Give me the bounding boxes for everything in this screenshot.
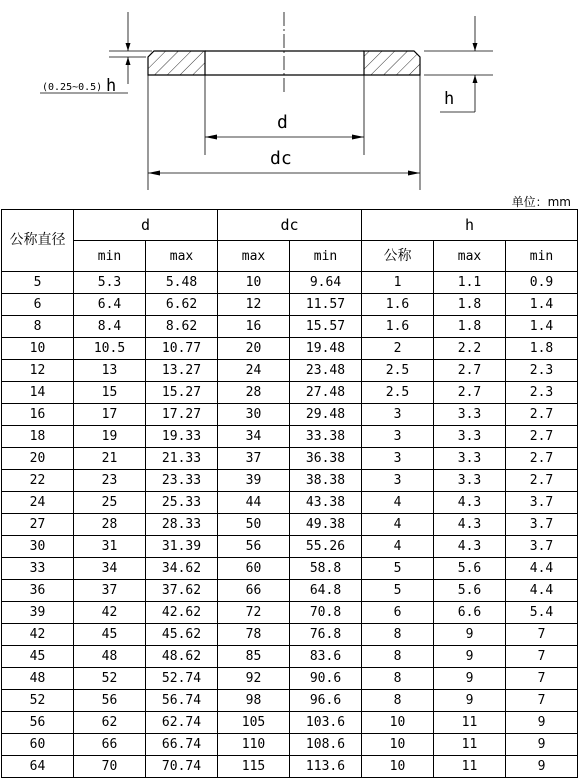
cell-h-nominal: 5: [362, 558, 434, 580]
table-row: [2, 470, 578, 492]
left-section: [148, 51, 205, 75]
cell-h-max: 3.3: [434, 426, 506, 448]
cell-d-max: 13.27: [146, 360, 218, 382]
table-row: [2, 756, 578, 778]
cell-h-min: 4.4: [506, 558, 578, 580]
cell-dc-max: 34: [218, 426, 290, 448]
cell-dc-max: 30: [218, 404, 290, 426]
cell-nominal-diameter: 64: [2, 756, 74, 778]
cell-dc-min: 27.48: [290, 382, 362, 404]
cell-h-max: 1.8: [434, 294, 506, 316]
cell-d-min: 31: [74, 536, 146, 558]
cell-h-nominal: 1.6: [362, 316, 434, 338]
cell-h-max: 9: [434, 646, 506, 668]
group-header-h: h: [362, 210, 578, 241]
cell-d-max: 70.74: [146, 756, 218, 778]
dc-label: dc: [270, 148, 292, 169]
table-row: [2, 536, 578, 558]
cell-h-max: 4.3: [434, 514, 506, 536]
cell-d-min: 34: [74, 558, 146, 580]
cell-dc-min: 103.6: [290, 712, 362, 734]
cell-dc-max: 98: [218, 690, 290, 712]
washer-section-drawing: [0, 0, 579, 200]
cell-d-min: 19: [74, 426, 146, 448]
cell-h-min: 9: [506, 756, 578, 778]
cell-h-min: 1.4: [506, 294, 578, 316]
cell-d-min: 10.5: [74, 338, 146, 360]
cell-d-max: 15.27: [146, 382, 218, 404]
cell-d-min: 52: [74, 668, 146, 690]
cell-dc-max: 110: [218, 734, 290, 756]
cell-h-nominal: 8: [362, 624, 434, 646]
cell-h-min: 9: [506, 734, 578, 756]
cell-h-nominal: 10: [362, 712, 434, 734]
cell-nominal-diameter: 27: [2, 514, 74, 536]
cell-dc-max: 50: [218, 514, 290, 536]
cell-h-min: 1.4: [506, 316, 578, 338]
cell-dc-min: 9.64: [290, 272, 362, 294]
cell-dc-min: 11.57: [290, 294, 362, 316]
cell-dc-min: 23.48: [290, 360, 362, 382]
cell-h-min: 7: [506, 624, 578, 646]
cell-nominal-diameter: 5: [2, 272, 74, 294]
table-row: [2, 690, 578, 712]
cell-h-max: 9: [434, 690, 506, 712]
cell-d-max: 28.33: [146, 514, 218, 536]
cell-dc-max: 105: [218, 712, 290, 734]
cell-h-nominal: 1: [362, 272, 434, 294]
chamfer-h-label: h: [106, 76, 117, 96]
cell-h-max: 2.2: [434, 338, 506, 360]
table-row: [2, 404, 578, 426]
cell-dc-max: 56: [218, 536, 290, 558]
cell-h-max: 2.7: [434, 360, 506, 382]
cell-nominal-diameter: 42: [2, 624, 74, 646]
cell-h-nominal: 8: [362, 646, 434, 668]
cell-h-max: 2.7: [434, 382, 506, 404]
cell-dc-min: 90.6: [290, 668, 362, 690]
cell-h-max: 3.3: [434, 448, 506, 470]
cell-h-min: 3.7: [506, 492, 578, 514]
cell-dc-min: 70.8: [290, 602, 362, 624]
cell-d-min: 8.4: [74, 316, 146, 338]
cell-h-nominal: 10: [362, 734, 434, 756]
cell-nominal-diameter: 16: [2, 404, 74, 426]
cell-nominal-diameter: 39: [2, 602, 74, 624]
subheader-d-min: min: [74, 241, 146, 272]
height-h-label: h: [444, 89, 455, 109]
cell-d-max: 45.62: [146, 624, 218, 646]
cell-h-max: 9: [434, 668, 506, 690]
cell-nominal-diameter: 30: [2, 536, 74, 558]
right-section: [364, 51, 420, 75]
group-header-dc: dc: [218, 210, 362, 241]
table-row: [2, 492, 578, 514]
cell-d-max: 6.62: [146, 294, 218, 316]
cell-h-max: 4.3: [434, 536, 506, 558]
cell-dc-max: 60: [218, 558, 290, 580]
cell-h-min: 2.7: [506, 404, 578, 426]
cell-h-nominal: 2: [362, 338, 434, 360]
cell-h-max: 6.6: [434, 602, 506, 624]
cell-h-min: 1.8: [506, 338, 578, 360]
cell-dc-min: 33.38: [290, 426, 362, 448]
cell-nominal-diameter: 12: [2, 360, 74, 382]
cell-h-nominal: 5: [362, 580, 434, 602]
cell-d-max: 37.62: [146, 580, 218, 602]
chamfer-range-label: (0.25~0.5): [42, 82, 103, 93]
cell-h-min: 7: [506, 646, 578, 668]
table-row: [2, 514, 578, 536]
cell-h-nominal: 2.5: [362, 382, 434, 404]
subheader-d-max: max: [146, 241, 218, 272]
cell-dc-min: 43.38: [290, 492, 362, 514]
table-row: [2, 734, 578, 756]
cell-dc-max: 37: [218, 448, 290, 470]
cell-h-max: 1.8: [434, 316, 506, 338]
cell-nominal-diameter: 52: [2, 690, 74, 712]
cell-dc-max: 39: [218, 470, 290, 492]
cell-h-nominal: 3: [362, 426, 434, 448]
cell-h-max: 5.6: [434, 580, 506, 602]
cell-dc-max: 16: [218, 316, 290, 338]
cell-nominal-diameter: 20: [2, 448, 74, 470]
cell-dc-min: 15.57: [290, 316, 362, 338]
cell-dc-max: 66: [218, 580, 290, 602]
cell-nominal-diameter: 18: [2, 426, 74, 448]
cell-h-min: 9: [506, 712, 578, 734]
cell-dc-min: 36.38: [290, 448, 362, 470]
cell-h-max: 11: [434, 734, 506, 756]
cell-dc-min: 83.6: [290, 646, 362, 668]
cell-dc-min: 76.8: [290, 624, 362, 646]
cell-d-max: 66.74: [146, 734, 218, 756]
cell-d-max: 48.62: [146, 646, 218, 668]
table-row: [2, 382, 578, 404]
cell-d-max: 19.33: [146, 426, 218, 448]
cell-d-min: 45: [74, 624, 146, 646]
cell-dc-max: 44: [218, 492, 290, 514]
cell-h-nominal: 3: [362, 404, 434, 426]
cell-d-min: 37: [74, 580, 146, 602]
cell-h-min: 2.3: [506, 382, 578, 404]
cell-h-nominal: 6: [362, 602, 434, 624]
cell-nominal-diameter: 8: [2, 316, 74, 338]
table-row: [2, 426, 578, 448]
cell-nominal-diameter: 45: [2, 646, 74, 668]
washer-dimension-table: [1, 209, 578, 778]
cell-nominal-diameter: 60: [2, 734, 74, 756]
cell-nominal-diameter: 22: [2, 470, 74, 492]
cell-dc-min: 64.8: [290, 580, 362, 602]
table-row: [2, 360, 578, 382]
cell-h-nominal: 10: [362, 756, 434, 778]
cell-h-max: 11: [434, 756, 506, 778]
cell-h-nominal: 3: [362, 448, 434, 470]
cell-h-min: 4.4: [506, 580, 578, 602]
table-row: [2, 624, 578, 646]
cell-d-min: 23: [74, 470, 146, 492]
cell-d-min: 70: [74, 756, 146, 778]
cell-d-max: 56.74: [146, 690, 218, 712]
cell-d-min: 48: [74, 646, 146, 668]
cell-h-min: 7: [506, 690, 578, 712]
table-row: [2, 316, 578, 338]
table-row: [2, 338, 578, 360]
cell-d-min: 6.4: [74, 294, 146, 316]
cell-d-max: 5.48: [146, 272, 218, 294]
cell-h-max: 11: [434, 712, 506, 734]
cell-h-min: 2.7: [506, 448, 578, 470]
subheader-h-nominal: 公称: [362, 241, 434, 272]
cell-h-max: 3.3: [434, 470, 506, 492]
cell-dc-max: 115: [218, 756, 290, 778]
cell-d-min: 17: [74, 404, 146, 426]
table-row: [2, 558, 578, 580]
cell-nominal-diameter: 36: [2, 580, 74, 602]
cell-nominal-diameter: 6: [2, 294, 74, 316]
cell-dc-min: 58.8: [290, 558, 362, 580]
cell-h-nominal: 4: [362, 514, 434, 536]
cell-dc-min: 108.6: [290, 734, 362, 756]
cell-h-nominal: 3: [362, 470, 434, 492]
cell-h-nominal: 1.6: [362, 294, 434, 316]
table-body: [2, 272, 578, 778]
unit-label: 单位：mm: [511, 195, 571, 209]
table-row: [2, 580, 578, 602]
cell-h-nominal: 2.5: [362, 360, 434, 382]
cell-nominal-diameter: 24: [2, 492, 74, 514]
cell-dc-max: 78: [218, 624, 290, 646]
cell-dc-min: 96.6: [290, 690, 362, 712]
cell-dc-max: 92: [218, 668, 290, 690]
cell-d-max: 25.33: [146, 492, 218, 514]
cell-h-min: 3.7: [506, 536, 578, 558]
subheader-h-max: max: [434, 241, 506, 272]
cell-dc-max: 24: [218, 360, 290, 382]
nominal-diameter-header: 公称直径: [2, 210, 74, 272]
table-row: [2, 646, 578, 668]
cell-d-max: 62.74: [146, 712, 218, 734]
cell-h-max: 5.6: [434, 558, 506, 580]
cell-d-max: 23.33: [146, 470, 218, 492]
cell-d-min: 66: [74, 734, 146, 756]
cell-h-max: 3.3: [434, 404, 506, 426]
subheader-dc-min: min: [290, 241, 362, 272]
subheader-dc-max: max: [218, 241, 290, 272]
table-row: [2, 272, 578, 294]
cell-dc-min: 49.38: [290, 514, 362, 536]
cell-dc-min: 29.48: [290, 404, 362, 426]
cell-nominal-diameter: 14: [2, 382, 74, 404]
cell-d-min: 25: [74, 492, 146, 514]
cell-d-min: 62: [74, 712, 146, 734]
cell-dc-min: 38.38: [290, 470, 362, 492]
table-row: [2, 602, 578, 624]
cell-nominal-diameter: 10: [2, 338, 74, 360]
cell-dc-max: 85: [218, 646, 290, 668]
cell-nominal-diameter: 56: [2, 712, 74, 734]
cell-d-max: 31.39: [146, 536, 218, 558]
cell-dc-min: 55.26: [290, 536, 362, 558]
table-row: [2, 294, 578, 316]
cell-h-min: 2.7: [506, 426, 578, 448]
cell-d-max: 10.77: [146, 338, 218, 360]
cell-d-max: 34.62: [146, 558, 218, 580]
subheader-h-min: min: [506, 241, 578, 272]
cell-h-max: 1.1: [434, 272, 506, 294]
cell-h-min: 2.3: [506, 360, 578, 382]
cell-dc-max: 72: [218, 602, 290, 624]
cell-dc-min: 113.6: [290, 756, 362, 778]
cell-h-nominal: 8: [362, 690, 434, 712]
cell-nominal-diameter: 33: [2, 558, 74, 580]
d-label: d: [277, 112, 288, 133]
group-header-d: d: [74, 210, 218, 241]
cell-h-min: 5.4: [506, 602, 578, 624]
cell-nominal-diameter: 48: [2, 668, 74, 690]
cell-dc-max: 28: [218, 382, 290, 404]
cell-h-nominal: 8: [362, 668, 434, 690]
cell-d-min: 42: [74, 602, 146, 624]
cell-d-max: 8.62: [146, 316, 218, 338]
cell-d-min: 21: [74, 448, 146, 470]
cell-h-min: 2.7: [506, 470, 578, 492]
cell-d-min: 56: [74, 690, 146, 712]
cell-d-max: 21.33: [146, 448, 218, 470]
cell-d-min: 15: [74, 382, 146, 404]
cell-h-max: 4.3: [434, 492, 506, 514]
cell-d-min: 28: [74, 514, 146, 536]
cell-dc-max: 10: [218, 272, 290, 294]
cell-h-nominal: 4: [362, 492, 434, 514]
cell-h-nominal: 4: [362, 536, 434, 558]
cell-h-min: 7: [506, 668, 578, 690]
cell-d-max: 42.62: [146, 602, 218, 624]
table-row: [2, 668, 578, 690]
cell-d-min: 13: [74, 360, 146, 382]
table-row: [2, 448, 578, 470]
cell-dc-max: 20: [218, 338, 290, 360]
cell-h-min: 3.7: [506, 514, 578, 536]
cell-h-max: 9: [434, 624, 506, 646]
cell-dc-max: 12: [218, 294, 290, 316]
cell-h-min: 0.9: [506, 272, 578, 294]
cell-dc-min: 19.48: [290, 338, 362, 360]
cell-d-max: 52.74: [146, 668, 218, 690]
cell-d-min: 5.3: [74, 272, 146, 294]
table-row: [2, 712, 578, 734]
cell-d-max: 17.27: [146, 404, 218, 426]
